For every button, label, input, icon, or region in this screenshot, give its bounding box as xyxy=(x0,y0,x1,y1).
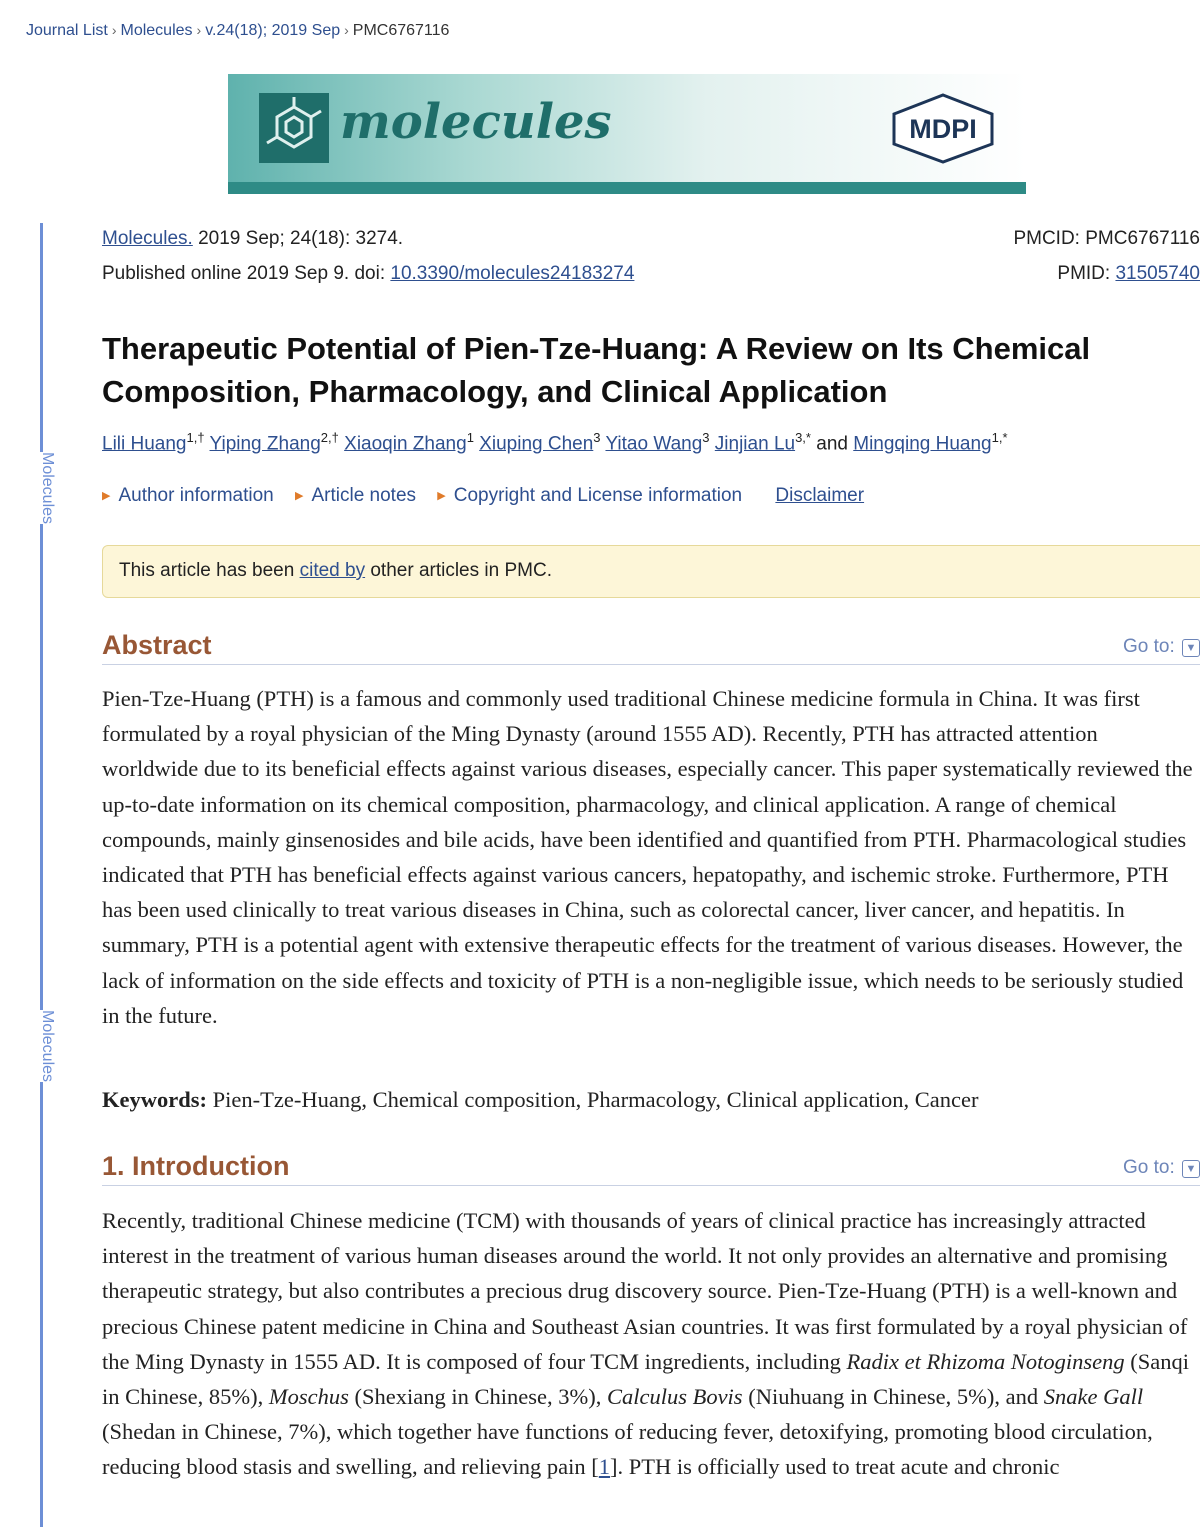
article-info-links xyxy=(102,485,864,507)
toggle-label: Author information xyxy=(118,485,274,506)
intro-span: (Shexiang in Chinese, 3%), xyxy=(348,1384,607,1410)
author-list xyxy=(102,430,1008,455)
journal-banner[interactable] xyxy=(228,74,1026,194)
goto-button[interactable] xyxy=(1123,1157,1200,1179)
triangle-right-icon: ▶ xyxy=(295,490,304,502)
intro-span: ]. PTH is officially used to treat acute and chronic xyxy=(610,1454,1060,1480)
intro-heading: 1. Introduction xyxy=(102,1151,290,1181)
notice-text: other articles in PMC. xyxy=(365,560,552,581)
pmcid-label: PMCID: xyxy=(1013,228,1086,249)
intro-italic: Snake Gall xyxy=(1043,1384,1144,1410)
toggle-label: Copyright and License information xyxy=(453,485,743,506)
published-line xyxy=(102,263,634,285)
author-affiliation: 3 xyxy=(593,430,601,445)
chevron-right-icon: › xyxy=(344,22,349,38)
intro-span: (Shedan in Chinese, 7%), which together have functions of reducing fever, detoxifying, promoting blood circulation, reducing blood stasis and swelling, and relieving pain [ xyxy=(102,1419,1153,1480)
copyright-toggle[interactable] xyxy=(437,485,742,506)
notice-text: This article has been xyxy=(119,560,300,581)
journal-wordmark: molecules xyxy=(340,94,612,150)
author-link[interactable]: Yiping Zhang xyxy=(209,433,321,455)
chevron-down-icon: ▼ xyxy=(1182,1160,1200,1178)
disclaimer-link[interactable]: Disclaimer xyxy=(775,485,865,506)
intro-italic: Calculus Bovis xyxy=(606,1384,743,1410)
triangle-right-icon: ▶ xyxy=(102,490,111,502)
triangle-right-icon: ▶ xyxy=(437,490,446,502)
author-separator: and xyxy=(810,433,854,455)
pmid-link[interactable]: 31505740 xyxy=(1115,263,1200,284)
author-affiliation: 3 xyxy=(702,430,710,445)
sidebar-label[interactable]: Molecules xyxy=(28,1010,56,1082)
reference-link[interactable]: 1 xyxy=(598,1454,611,1480)
intro-heading-row xyxy=(102,1151,1200,1186)
keywords-text: Pien-Tze-Huang, Chemical composition, Pharmacology, Clinical application, Cancer xyxy=(207,1087,979,1112)
banner-bar xyxy=(228,182,1026,194)
breadcrumb-journal-list[interactable]: Journal List xyxy=(26,22,108,39)
citation-volume: 2019 Sep; 24(18): 3274. xyxy=(192,228,404,249)
abstract-text: Pien-Tze-Huang (PTH) is a famous and commonly used traditional Chinese medicine formula in China. It was first formulated by a royal physician of the Ming Dynasty (around 1555 AD). Recently, PTH has attracted attention worldwide due to its beneficial effects against various diseases, especially cancer. This paper systematically reviewed the up-to-date information on its chemical composition, pharmacology, and clinical application. A range of chemical compounds, mainly ginsenosides and bile acids, have been identified and quantified from PTH. Pharmacological studies indicated that PTH has beneficial effects against various cancers, hepatopathy, and ischemic stroke. Furthermore, PTH has been used clinically to treat various diseases in China, such as colorectal cancer, liver cancer, and hepatitis. In summary, PTH is a potential agent with extensive therapeutic effects for the treatment of various diseases. However, the lack of information on the side effects and toxicity of PTH is a non-negligible issue, which needs to be seriously studied in the future. xyxy=(102,686,1193,1028)
published-prefix: Published online 2019 Sep 9. doi: xyxy=(102,263,391,284)
abstract-heading-row xyxy=(102,630,1200,665)
goto-label: Go to: xyxy=(1122,636,1175,657)
author-information-toggle[interactable] xyxy=(102,485,274,506)
author-affiliation: 2,† xyxy=(320,430,339,445)
breadcrumb-molecules[interactable]: Molecules xyxy=(120,22,193,39)
breadcrumb-current: PMC6767116 xyxy=(352,22,450,39)
author-link[interactable]: Jinjian Lu xyxy=(714,433,796,455)
keywords xyxy=(102,1087,978,1113)
journal-link[interactable]: Molecules. xyxy=(102,228,193,249)
pmcid-line xyxy=(1013,228,1200,250)
sidebar-label[interactable]: Molecules xyxy=(28,452,56,524)
author-link[interactable]: Xiaoqin Zhang xyxy=(344,433,467,455)
intro-text xyxy=(102,1203,1198,1485)
pmcid-value: PMC6767116 xyxy=(1085,228,1200,249)
breadcrumb-issue[interactable]: v.24(18); 2019 Sep xyxy=(205,22,341,39)
intro-italic: Moschus xyxy=(268,1384,349,1410)
pmid-label: PMID: xyxy=(1057,263,1116,284)
cited-by-notice xyxy=(102,545,1200,598)
mdpi-logo xyxy=(888,92,998,164)
chevron-right-icon: › xyxy=(111,22,117,38)
chevron-right-icon: › xyxy=(196,22,202,38)
goto-label: Go to: xyxy=(1122,1157,1175,1178)
intro-span: (Sanqi in Chinese, 85%), xyxy=(102,1348,1190,1410)
abstract-heading: Abstract xyxy=(102,630,212,660)
citation-line xyxy=(102,228,403,250)
intro-italic: Radix et Rhizoma Notoginseng xyxy=(846,1348,1125,1374)
author-link[interactable]: Yitao Wang xyxy=(605,433,703,455)
intro-span: (Niuhuang in Chinese, 5%), and xyxy=(742,1384,1044,1410)
author-affiliation: 1,* xyxy=(991,430,1008,445)
intro-span: Recently, traditional Chinese medicine (TCM) with thousands of years of clinical practice has increasingly attracted interest in the treatment of various human diseases around the world. It not only provides an alternative and promising therapeutic strategy, but also contributes a precious drug discovery source. Pien-Tze-Huang (PTH) is a well-known and precious Chinese patent medicine in China and Southeast Asian countries. It was first formulated by a royal physician of the Ming Dynasty in 1555 AD. It is composed of four TCM ingredients, including xyxy=(102,1208,1188,1374)
author-link[interactable]: Mingqing Huang xyxy=(853,433,992,455)
molecules-logo-icon xyxy=(259,93,329,163)
author-link[interactable]: Lili Huang xyxy=(102,433,187,455)
mdpi-text: MDPI xyxy=(909,114,977,144)
pmid-line xyxy=(1057,263,1200,285)
author-affiliation: 1 xyxy=(466,430,474,445)
sidebar-rail xyxy=(40,223,43,1527)
chevron-down-icon: ▼ xyxy=(1182,639,1200,657)
keywords-label: Keywords: xyxy=(102,1087,207,1112)
doi-link[interactable]: 10.3390/molecules24183274 xyxy=(390,263,635,284)
article-title: Therapeutic Potential of Pien-Tze-Huang: A Review on Its Chemical Composition, Pharmacology, and Clinical Application xyxy=(102,331,1091,409)
breadcrumb xyxy=(26,22,449,40)
author-affiliation: 1,† xyxy=(186,430,205,445)
author-link[interactable]: Xiuping Chen xyxy=(479,433,594,455)
goto-button[interactable] xyxy=(1123,636,1200,658)
toggle-label: Article notes xyxy=(311,485,417,506)
cited-by-link[interactable]: cited by xyxy=(299,560,366,581)
article-notes-toggle[interactable] xyxy=(295,485,416,506)
author-affiliation: 3,* xyxy=(795,430,811,445)
